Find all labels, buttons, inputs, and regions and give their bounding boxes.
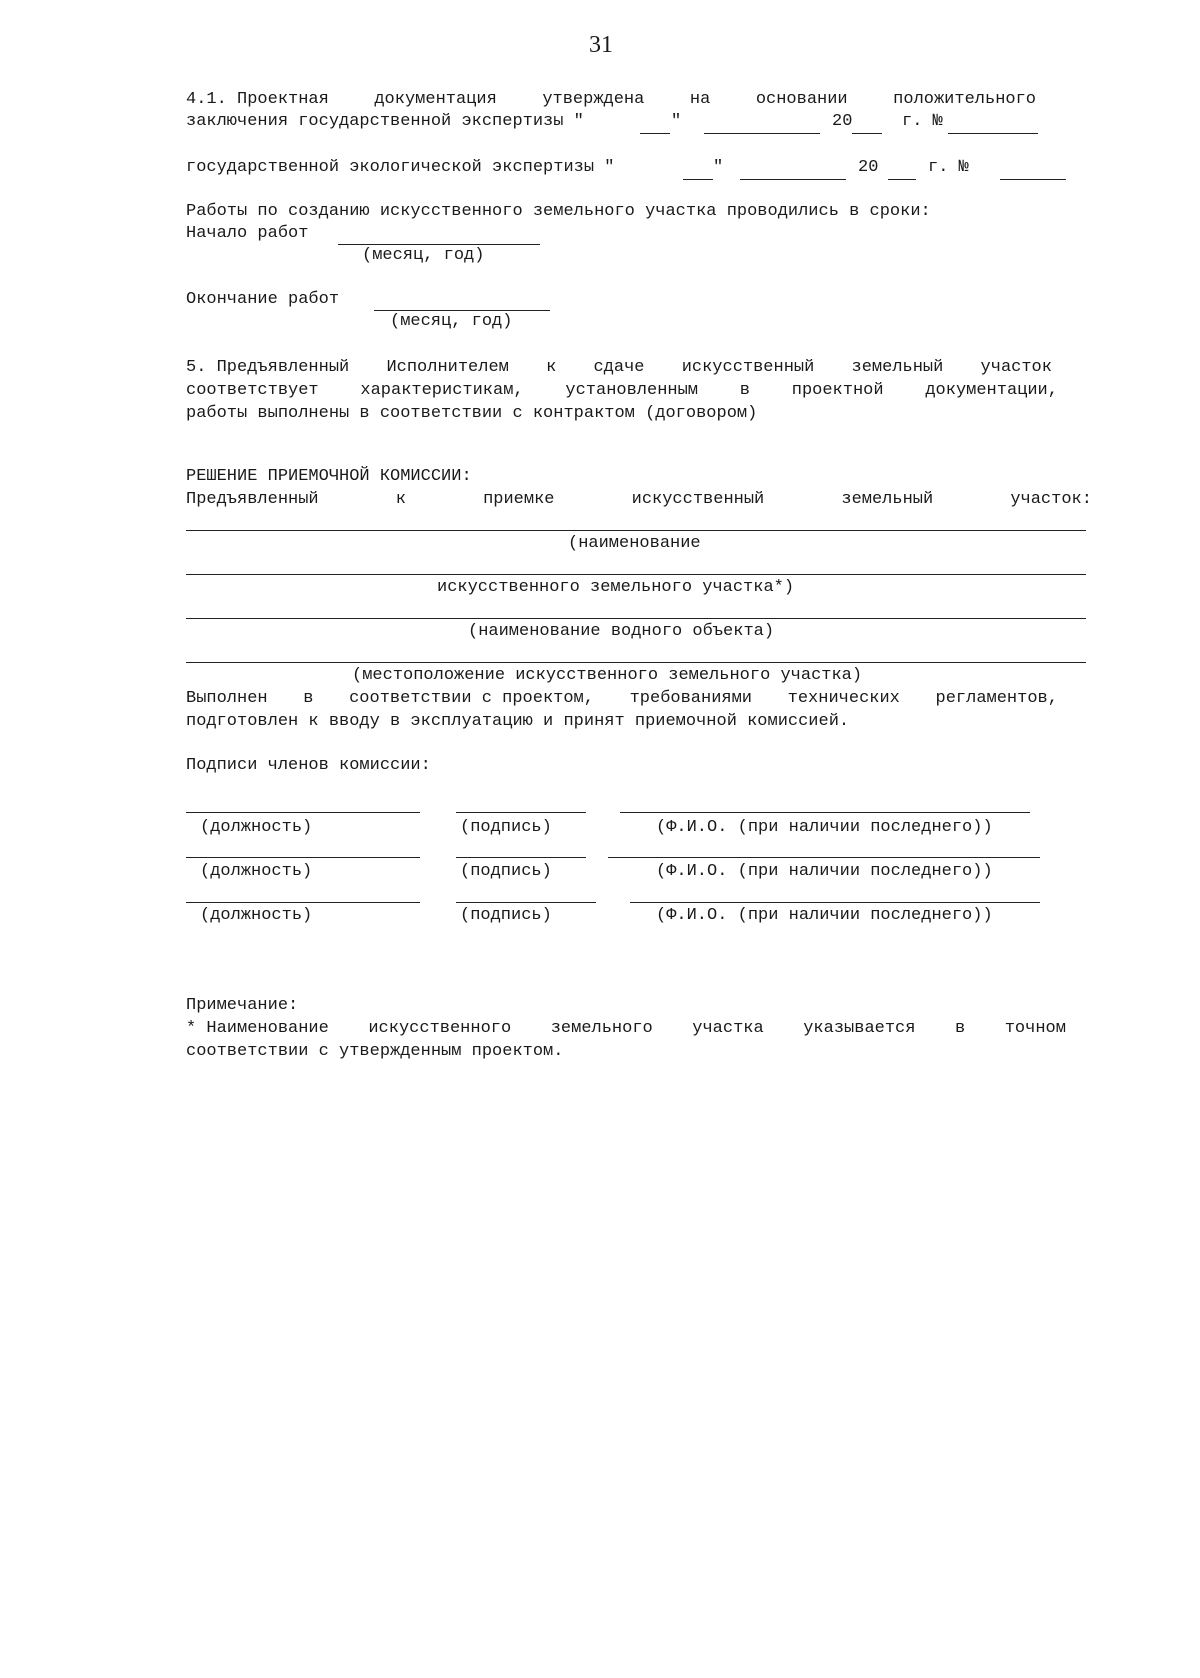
note-word: искусственного	[368, 1019, 512, 1038]
start-date-blank[interactable]	[338, 244, 540, 245]
name-hint: (наименование	[568, 534, 701, 553]
position-caption-3: (должность)	[200, 906, 313, 925]
p5-line1-word: земельный	[851, 358, 944, 377]
p5-line2-word: установленным	[565, 381, 699, 400]
p5-line2-word: характеристикам,	[360, 381, 524, 400]
decision-line	[186, 490, 1092, 509]
end-date-blank[interactable]	[374, 310, 550, 311]
p5-line2-word: в	[739, 381, 750, 400]
position-caption-1: (должность)	[200, 818, 313, 837]
name-blank-1[interactable]	[620, 812, 1030, 813]
number-blank-2[interactable]	[1000, 179, 1066, 180]
number-label-2: г. №	[928, 158, 969, 177]
p41-line1-word: положительного	[893, 90, 1036, 109]
p41-line2-text: заключения государственной экспертизы "	[186, 112, 584, 131]
p41-quote-close-2: "	[713, 158, 724, 177]
location-blank-line[interactable]	[186, 662, 1086, 663]
note-word: указывается	[803, 1019, 916, 1038]
p41-line1-word: 4.1. Проектная	[186, 90, 329, 109]
p41-line1	[186, 90, 1036, 109]
p5-line1-word: к	[546, 358, 557, 377]
note-heading: Примечание:	[186, 996, 299, 1015]
note-word: участка	[692, 1019, 764, 1038]
signature-blank-2[interactable]	[456, 857, 586, 858]
name-blank-2[interactable]	[608, 857, 1040, 858]
position-blank-2[interactable]	[186, 857, 420, 858]
decision-heading: РЕШЕНИЕ ПРИЕМОЧНОЙ КОМИССИИ:	[186, 467, 472, 486]
p41-line1-word: основании	[755, 90, 848, 109]
result-word: в	[303, 689, 314, 708]
p41-quote-close-1: "	[671, 112, 682, 131]
p5-line2-word: документации,	[925, 381, 1058, 400]
note-word: точном	[1004, 1019, 1066, 1038]
result-word: требованиями	[629, 689, 753, 708]
p5-line1-word: участок	[980, 358, 1052, 377]
month-blank-1[interactable]	[704, 133, 820, 134]
result-line2: подготовлен к вводу в эксплуатацию и принят приемочной комиссией.	[186, 712, 850, 731]
day-blank-2[interactable]	[683, 179, 713, 180]
year-blank-1[interactable]	[852, 133, 882, 134]
water-body-blank-line[interactable]	[186, 618, 1086, 619]
p5-line1-word: сдаче	[593, 358, 645, 377]
position-blank-1[interactable]	[186, 812, 420, 813]
signatures-heading: Подписи членов комиссии:	[186, 756, 431, 775]
result-word: соответствии с проектом,	[349, 689, 594, 708]
name-blank-3[interactable]	[630, 902, 1040, 903]
signature-blank-3[interactable]	[456, 902, 596, 903]
result-word: регламентов,	[935, 689, 1058, 708]
plot-hint: искусственного земельного участка*)	[437, 578, 795, 597]
name-blank-line-2[interactable]	[186, 574, 1086, 575]
day-blank-1[interactable]	[640, 133, 670, 134]
year-blank-2[interactable]	[888, 179, 916, 180]
start-label: Начало работ	[186, 224, 309, 243]
result-line1	[186, 689, 1058, 708]
result-word: Выполнен	[186, 689, 268, 708]
position-caption-2: (должность)	[200, 862, 313, 881]
decision-word: земельный	[841, 490, 934, 509]
works-intro: Работы по созданию искусственного земельного участка проводились в сроки:	[186, 202, 931, 221]
note-word: земельного	[550, 1019, 653, 1038]
p5-line2-word: соответствует	[186, 381, 319, 400]
p5-line2	[186, 381, 1058, 400]
signature-caption-3: (подпись)	[460, 906, 552, 925]
p41-line1-word: документация	[374, 90, 497, 109]
year-prefix-2: 20	[858, 158, 879, 177]
p5-line1-word: Исполнителем	[386, 358, 509, 377]
name-blank-line[interactable]	[186, 530, 1086, 531]
note-line2: соответствии с утвержденным проектом.	[186, 1042, 564, 1061]
name-caption-1: (Ф.И.О. (при наличии последнего))	[656, 818, 993, 837]
page-number: 31	[589, 32, 613, 58]
p41-line3-text: государственной экологической экспертизы "	[186, 158, 615, 177]
location-hint: (местоположение искусственного земельного участка)	[352, 666, 863, 685]
decision-word: искусственный	[631, 490, 765, 509]
signature-caption-2: (подпись)	[460, 862, 552, 881]
note-line1	[186, 1019, 1066, 1038]
note-word: в	[954, 1019, 966, 1038]
decision-word: приемке	[483, 490, 555, 509]
p5-line2-word: проектной	[791, 381, 884, 400]
decision-word: Предъявленный	[186, 490, 319, 509]
p5-line3: работы выполнены в соответствии с контрактом (договором)	[186, 404, 758, 423]
start-hint: (месяц, год)	[362, 246, 485, 265]
signature-caption-1: (подпись)	[460, 818, 552, 837]
name-caption-3: (Ф.И.О. (при наличии последнего))	[656, 906, 993, 925]
water-body-hint: (наименование водного объекта)	[468, 622, 775, 641]
end-label: Окончание работ	[186, 290, 340, 309]
decision-word: участок:	[1010, 490, 1092, 509]
p41-line1-word: на	[689, 90, 711, 109]
result-word: технических	[787, 689, 900, 708]
position-blank-3[interactable]	[186, 902, 420, 903]
year-prefix-1: 20	[832, 112, 853, 131]
number-blank-1[interactable]	[948, 133, 1038, 134]
p5-line1-word: искусственный	[681, 358, 815, 377]
p41-line1-word: утверждена	[542, 90, 645, 109]
p5-line1	[186, 358, 1052, 377]
p5-line1-word: 5. Предъявленный	[186, 358, 350, 377]
decision-word: к	[395, 490, 406, 509]
month-blank-2[interactable]	[740, 179, 846, 180]
signature-blank-1[interactable]	[456, 812, 586, 813]
name-caption-2: (Ф.И.О. (при наличии последнего))	[656, 862, 993, 881]
note-word: * Наименование	[186, 1019, 329, 1038]
end-hint: (месяц, год)	[390, 312, 513, 331]
number-label-1: г. №	[902, 112, 943, 131]
